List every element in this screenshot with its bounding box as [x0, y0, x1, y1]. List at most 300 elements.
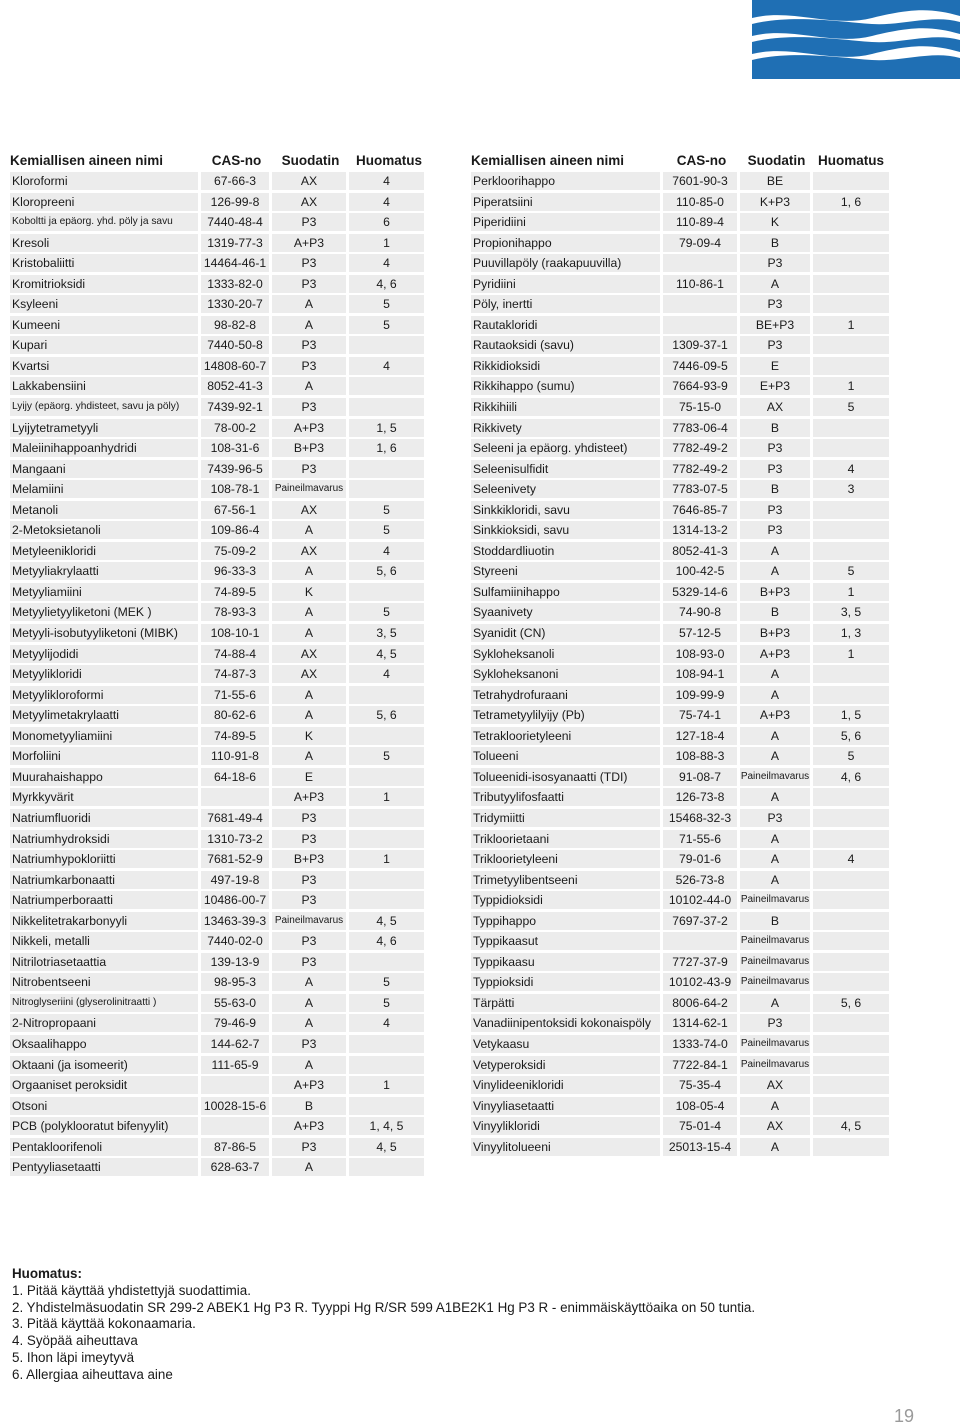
note-cell [813, 419, 889, 437]
table-row [10, 1097, 429, 1115]
chemical-name-cell: Morfoliini [10, 747, 198, 765]
filter-cell: A [272, 1014, 346, 1032]
table-row [471, 912, 889, 930]
cas-number-cell: 7439-92-1 [201, 398, 269, 416]
chemical-name-cell: Kloropreeni [10, 193, 198, 211]
cas-number-cell: 100-42-5 [663, 562, 737, 580]
note-cell: 4, 6 [813, 768, 889, 786]
chemical-name-cell: Typpikaasu [471, 953, 660, 971]
chemical-name-cell: Styreeni [471, 562, 660, 580]
chemicals-table-right [471, 150, 889, 1158]
table-row [471, 295, 889, 313]
chemical-name-cell: Kumeeni [10, 316, 198, 334]
table-row [471, 809, 889, 827]
brand-logo [752, 0, 960, 79]
chemical-name-cell: Piperidiini [471, 213, 660, 231]
filter-cell: A [272, 316, 346, 334]
note-cell [813, 521, 889, 539]
note-cell [349, 1158, 424, 1176]
chemical-name-cell: Pöly, inertti [471, 295, 660, 313]
note-cell: 1 [349, 234, 424, 252]
cas-number-cell: 1314-13-2 [663, 521, 737, 539]
table-row [471, 1035, 889, 1053]
note-cell [349, 891, 424, 909]
filter-cell: A+P3 [272, 788, 346, 806]
note-cell: 4, 5 [349, 912, 424, 930]
cas-number-cell: 98-82-8 [201, 316, 269, 334]
chemical-name-cell: Rautaoksidi (savu) [471, 336, 660, 354]
chemical-name-cell: Metyyliakrylaatti [10, 562, 198, 580]
table-row [10, 809, 429, 827]
filter-cell: A [272, 521, 346, 539]
note-cell [813, 665, 889, 683]
header-name: Kemiallisen aineen nimi [10, 152, 164, 168]
cas-number-cell: 126-99-8 [201, 193, 269, 211]
chemical-name-cell: Lakkabensiini [10, 377, 198, 395]
filter-cell: P3 [272, 871, 346, 889]
table-row [10, 501, 429, 519]
chemical-name-cell: Lyijy (epäorg. yhdisteet, savu ja pöly) [10, 398, 198, 416]
cas-number-cell: 111-65-9 [201, 1056, 269, 1074]
filter-cell: A+P3 [272, 1117, 346, 1135]
chemical-name-cell: Seleeni ja epäorg. yhdisteet) [471, 439, 660, 457]
note-cell: 4, 5 [349, 1138, 424, 1156]
cas-number-cell: 7601-90-3 [663, 172, 737, 190]
cas-number-cell: 108-05-4 [663, 1097, 737, 1115]
chemical-name-cell: Koboltti ja epäorg. yhd. pöly ja savu [10, 213, 198, 231]
cas-number-cell: 71-55-6 [201, 686, 269, 704]
note-cell: 1 [813, 645, 889, 663]
table-row [10, 521, 429, 539]
cas-number-cell: 7440-48-4 [201, 213, 269, 231]
cas-number-cell: 7439-96-5 [201, 460, 269, 478]
filter-cell: AX [272, 665, 346, 683]
chemical-name-cell: Sykloheksanoli [471, 645, 660, 663]
chemical-name-cell: Metyylikloridi [10, 665, 198, 683]
note-cell: 5 [813, 562, 889, 580]
filter-cell: P3 [272, 357, 346, 375]
filter-cell: P3 [272, 891, 346, 909]
chemical-name-cell: Kloroformi [10, 172, 198, 190]
filter-cell: A+P3 [272, 1076, 346, 1094]
chemical-name-cell: Kvartsi [10, 357, 198, 375]
cas-number-cell: 25013-15-4 [663, 1138, 737, 1156]
table-row [471, 727, 889, 745]
cas-number-cell: 109-99-9 [663, 686, 737, 704]
table-row [10, 254, 429, 272]
note-cell [349, 953, 424, 971]
chemical-name-cell: Typpihappo [471, 912, 660, 930]
note-cell [813, 1035, 889, 1053]
table-row [471, 377, 889, 395]
filter-cell: B [740, 603, 810, 621]
note-cell [813, 501, 889, 519]
filter-cell: A [740, 1097, 810, 1115]
table-row [10, 1158, 429, 1176]
cas-number-cell: 1314-62-1 [663, 1014, 737, 1032]
note-cell: 5 [813, 398, 889, 416]
table-row [10, 891, 429, 909]
chemical-name-cell: Natriumperboraatti [10, 891, 198, 909]
cas-number-cell: 71-55-6 [663, 830, 737, 848]
filter-cell: A [272, 706, 346, 724]
cas-number-cell [663, 932, 737, 950]
cas-number-cell: 67-56-1 [201, 501, 269, 519]
footnotes [12, 1266, 755, 1384]
chemical-name-cell: Typpidioksidi [471, 891, 660, 909]
cas-number-cell: 74-89-5 [201, 727, 269, 745]
note-cell [813, 1056, 889, 1074]
note-cell [813, 357, 889, 375]
filter-cell: Paineilmavarus [740, 932, 810, 950]
table-body [10, 172, 429, 1176]
note-cell [349, 1056, 424, 1074]
filter-cell: P3 [740, 1014, 810, 1032]
table-row [471, 932, 889, 950]
filter-cell: K [740, 213, 810, 231]
cas-number-cell: 8052-41-3 [663, 542, 737, 560]
chemical-name-cell: Rikkihiili [471, 398, 660, 416]
table-row [471, 686, 889, 704]
note-cell [349, 686, 424, 704]
table-row [471, 542, 889, 560]
cas-number-cell: 108-93-0 [663, 645, 737, 663]
cas-number-cell: 108-10-1 [201, 624, 269, 642]
note-cell [813, 1138, 889, 1156]
filter-cell: AX [272, 645, 346, 663]
chemical-name-cell: Metyylietyyliketoni (MEK ) [10, 603, 198, 621]
note-cell: 1, 4, 5 [349, 1117, 424, 1135]
filter-cell: BE [740, 172, 810, 190]
cas-number-cell: 110-86-1 [663, 275, 737, 293]
table-row [471, 953, 889, 971]
filter-cell: P3 [272, 830, 346, 848]
note-cell [349, 871, 424, 889]
cas-number-cell: 96-33-3 [201, 562, 269, 580]
table-row [10, 562, 429, 580]
chemical-name-cell: Syaanivety [471, 603, 660, 621]
chemical-name-cell: Kromitrioksidi [10, 275, 198, 293]
table-row [10, 1014, 429, 1032]
note-cell [349, 768, 424, 786]
table-row [10, 1076, 429, 1094]
filter-cell: A+P3 [272, 234, 346, 252]
filter-cell: P3 [272, 275, 346, 293]
note-cell [349, 1097, 424, 1115]
note-cell: 1 [349, 788, 424, 806]
table-row [10, 747, 429, 765]
chemical-name-cell: Typpioksidi [471, 973, 660, 991]
filter-cell: P3 [740, 460, 810, 478]
note-cell: 1 [813, 377, 889, 395]
table-row [471, 439, 889, 457]
cas-number-cell: 1333-74-0 [663, 1035, 737, 1053]
table-row [471, 830, 889, 848]
cas-number-cell: 57-12-5 [663, 624, 737, 642]
note-cell [813, 254, 889, 272]
table-row [471, 645, 889, 663]
table-row [10, 830, 429, 848]
table-row [10, 316, 429, 334]
note-cell [813, 912, 889, 930]
chemical-name-cell: Tributyylifosfaatti [471, 788, 660, 806]
filter-cell: A [740, 747, 810, 765]
filter-cell: E [272, 768, 346, 786]
cas-number-cell: 75-01-4 [663, 1117, 737, 1135]
note-cell: 1 [349, 850, 424, 868]
filter-cell: Paineilmavarus [740, 1035, 810, 1053]
note-cell: 6 [349, 213, 424, 231]
note-cell [349, 398, 424, 416]
table-row [10, 932, 429, 950]
note-cell [813, 686, 889, 704]
table-row [471, 234, 889, 252]
note-cell: 4 [813, 850, 889, 868]
cas-number-cell: 7440-02-0 [201, 932, 269, 950]
header-note: Huomatus [817, 152, 884, 168]
table-row [10, 994, 429, 1012]
table-row [471, 316, 889, 334]
note-cell [813, 213, 889, 231]
filter-cell: B [740, 480, 810, 498]
filter-cell: Paineilmavarus [272, 912, 346, 930]
filter-cell: E+P3 [740, 377, 810, 395]
cas-number-cell: 10028-15-6 [201, 1097, 269, 1115]
cas-number-cell [201, 1117, 269, 1135]
note-cell: 4 [349, 254, 424, 272]
filter-cell: AX [272, 542, 346, 560]
filter-cell: AX [740, 398, 810, 416]
filter-cell: P3 [740, 521, 810, 539]
chemical-name-cell: Melamiini [10, 480, 198, 498]
table-row [471, 1076, 889, 1094]
chemical-name-cell: Rautakloridi [471, 316, 660, 334]
filter-cell: P3 [272, 398, 346, 416]
note-cell [813, 871, 889, 889]
cas-number-cell: 75-15-0 [663, 398, 737, 416]
table-row [10, 336, 429, 354]
table-row [10, 398, 429, 416]
note-cell: 4, 5 [813, 1117, 889, 1135]
cas-number-cell: 108-78-1 [201, 480, 269, 498]
note-cell: 3 [813, 480, 889, 498]
filter-cell: BE+P3 [740, 316, 810, 334]
table-row [10, 234, 429, 252]
cas-number-cell: 110-89-4 [663, 213, 737, 231]
note-cell: 4 [349, 665, 424, 683]
cas-number-cell: 8006-64-2 [663, 994, 737, 1012]
chemical-name-cell: Ksyleeni [10, 295, 198, 313]
table-row [471, 747, 889, 765]
note-cell: 1, 5 [813, 706, 889, 724]
note-cell [813, 234, 889, 252]
table-row [10, 1035, 429, 1053]
header-name: Kemiallisen aineen nimi [471, 152, 625, 168]
chemical-name-cell: Kresoli [10, 234, 198, 252]
filter-cell: B+P3 [272, 439, 346, 457]
cas-number-cell: 1333-82-0 [201, 275, 269, 293]
cas-number-cell: 526-73-8 [663, 871, 737, 889]
table-row [10, 1138, 429, 1156]
table-row [471, 706, 889, 724]
chemical-name-cell: 2-Metoksietanoli [10, 521, 198, 539]
note-cell: 1, 6 [349, 439, 424, 457]
cas-number-cell: 13463-39-3 [201, 912, 269, 930]
filter-cell: K [272, 727, 346, 745]
table-row [10, 727, 429, 745]
note-cell [813, 809, 889, 827]
note-cell: 4 [349, 542, 424, 560]
table-row [10, 295, 429, 313]
cas-number-cell: 91-08-7 [663, 768, 737, 786]
filter-cell: AX [272, 193, 346, 211]
chemical-name-cell: Rikkivety [471, 419, 660, 437]
table-row [471, 1138, 889, 1156]
cas-number-cell: 628-63-7 [201, 1158, 269, 1176]
chemical-name-cell: Natriumfluoridi [10, 809, 198, 827]
cas-number-cell: 10102-43-9 [663, 973, 737, 991]
cas-number-cell: 74-90-8 [663, 603, 737, 621]
filter-cell: A [740, 994, 810, 1012]
chemicals-table-left [10, 150, 429, 1179]
note-cell [813, 1014, 889, 1032]
note-cell [813, 973, 889, 991]
chemical-name-cell: Metanoli [10, 501, 198, 519]
table-header [471, 150, 889, 170]
chemical-name-cell: Propionihappo [471, 234, 660, 252]
chemical-name-cell: Tetrakloorietyleeni [471, 727, 660, 745]
filter-cell: A [272, 1056, 346, 1074]
note-cell [349, 480, 424, 498]
note-cell [349, 1035, 424, 1053]
chemical-name-cell: Kupari [10, 336, 198, 354]
footnote-item: 4. Syöpää aiheuttava [12, 1333, 138, 1349]
table-row [471, 1097, 889, 1115]
filter-cell: A [272, 562, 346, 580]
cas-number-cell [663, 316, 737, 334]
table-row [10, 357, 429, 375]
table-row [10, 583, 429, 601]
filter-cell: Paineilmavarus [740, 973, 810, 991]
note-cell [813, 336, 889, 354]
filter-cell: P3 [740, 809, 810, 827]
chemical-name-cell: Nitrobentseeni [10, 973, 198, 991]
filter-cell: A [272, 295, 346, 313]
chemical-name-cell: Trikloorietyleeni [471, 850, 660, 868]
cas-number-cell: 10486-00-7 [201, 891, 269, 909]
filter-cell: A [272, 603, 346, 621]
chemical-name-cell: Vinyylitolueeni [471, 1138, 660, 1156]
chemical-name-cell: Vetykaasu [471, 1035, 660, 1053]
chemical-name-cell: Nikkelitetrakarbonyyli [10, 912, 198, 930]
note-cell [813, 542, 889, 560]
filter-cell: P3 [272, 460, 346, 478]
filter-cell: B [740, 419, 810, 437]
filter-cell: B [272, 1097, 346, 1115]
note-cell: 4 [349, 172, 424, 190]
table-row [10, 871, 429, 889]
note-cell [813, 830, 889, 848]
chemical-name-cell: Tolueenidi-isosyanaatti (TDI) [471, 768, 660, 786]
chemical-name-cell: Typpikaasut [471, 932, 660, 950]
chemical-name-cell: Vetyperoksidi [471, 1056, 660, 1074]
filter-cell: A+P3 [740, 645, 810, 663]
header-note: Huomatus [355, 152, 422, 168]
note-cell: 1, 6 [813, 193, 889, 211]
note-cell [813, 788, 889, 806]
cas-number-cell: 78-00-2 [201, 419, 269, 437]
cas-number-cell: 144-62-7 [201, 1035, 269, 1053]
cas-number-cell: 79-01-6 [663, 850, 737, 868]
chemical-name-cell: Rikkihappo (sumu) [471, 377, 660, 395]
chemical-name-cell: Tärpätti [471, 994, 660, 1012]
filter-cell: A [740, 830, 810, 848]
header-cas: CAS-no [676, 152, 727, 168]
filter-cell: P3 [272, 1138, 346, 1156]
chemical-name-cell: Kristobaliitti [10, 254, 198, 272]
filter-cell: P3 [740, 254, 810, 272]
cas-number-cell: 7782-49-2 [663, 460, 737, 478]
chemical-name-cell: Myrkkyvärit [10, 788, 198, 806]
chemical-name-cell: Metyleenikloridi [10, 542, 198, 560]
table-row [10, 788, 429, 806]
filter-cell: P3 [272, 809, 346, 827]
note-cell [813, 295, 889, 313]
note-cell [813, 275, 889, 293]
filter-cell: Paineilmavarus [740, 1056, 810, 1074]
chemical-name-cell: Tetrametyylilyijy (Pb) [471, 706, 660, 724]
table-row [10, 912, 429, 930]
note-cell: 5 [349, 973, 424, 991]
chemical-name-cell: Vinyylikloridi [471, 1117, 660, 1135]
chemical-name-cell: Sykloheksanoni [471, 665, 660, 683]
table-row [10, 377, 429, 395]
chemical-name-cell: Oktaani (ja isomeerit) [10, 1056, 198, 1074]
table-row [10, 603, 429, 621]
chemical-name-cell: Mangaani [10, 460, 198, 478]
filter-cell: A [740, 562, 810, 580]
chemical-name-cell: Tetrahydrofuraani [471, 686, 660, 704]
filter-cell: B+P3 [740, 583, 810, 601]
chemical-name-cell: Puuvillapöly (raakapuuvilla) [471, 254, 660, 272]
cas-number-cell: 7446-09-5 [663, 357, 737, 375]
cas-number-cell: 67-66-3 [201, 172, 269, 190]
note-cell [813, 953, 889, 971]
note-cell [813, 1076, 889, 1094]
table-row [471, 336, 889, 354]
note-cell: 5 [349, 316, 424, 334]
filter-cell: A+P3 [740, 706, 810, 724]
wave-logo-icon [752, 0, 960, 79]
cas-number-cell: 7664-93-9 [663, 377, 737, 395]
cas-number-cell: 14808-60-7 [201, 357, 269, 375]
table-row [10, 213, 429, 231]
cas-number-cell: 108-31-6 [201, 439, 269, 457]
cas-number-cell [201, 1076, 269, 1094]
filter-cell: AX [740, 1117, 810, 1135]
table-row [471, 665, 889, 683]
table-row [471, 254, 889, 272]
chemical-name-cell: Perkloorihappo [471, 172, 660, 190]
cas-number-cell: 75-74-1 [663, 706, 737, 724]
filter-cell: A [740, 665, 810, 683]
table-row [471, 501, 889, 519]
chemical-name-cell: Nitrilotriasetaattia [10, 953, 198, 971]
note-cell: 3, 5 [813, 603, 889, 621]
cas-number-cell: 1310-73-2 [201, 830, 269, 848]
filter-cell: P3 [740, 501, 810, 519]
table-row [471, 1117, 889, 1135]
